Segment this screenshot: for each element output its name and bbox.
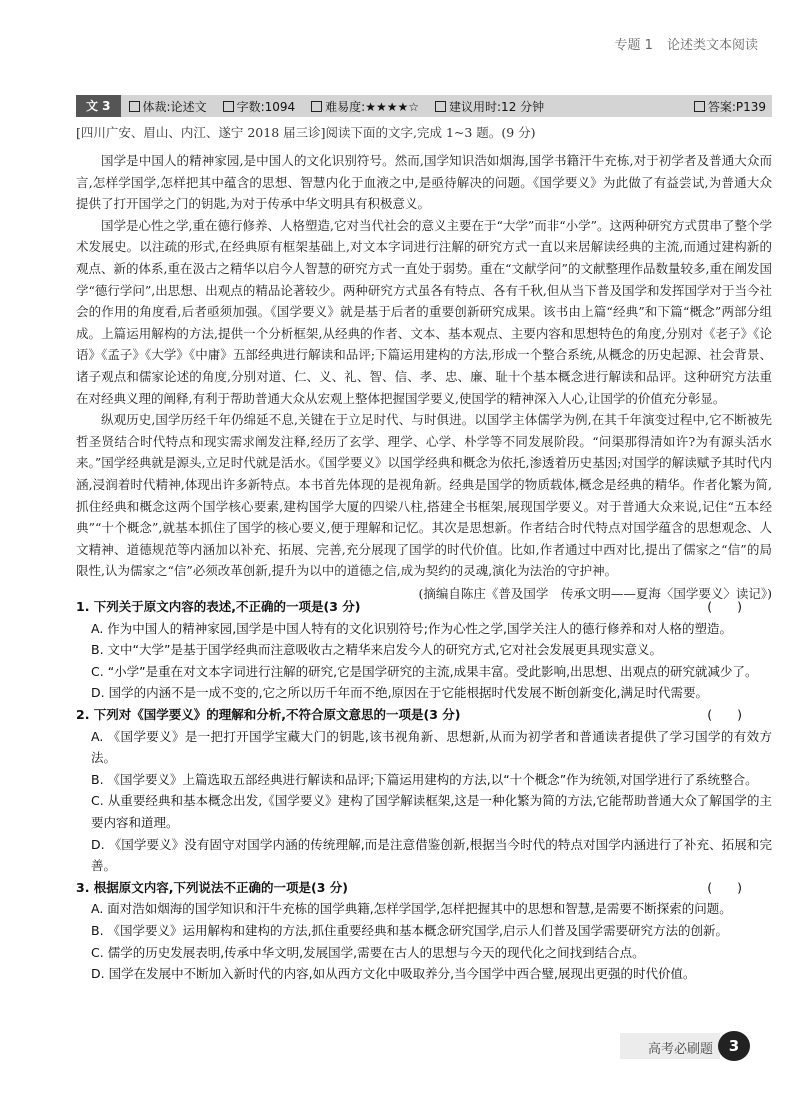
question-2	[76, 704, 772, 877]
answer-label: 答案:P139	[707, 99, 766, 114]
question-3	[76, 877, 772, 985]
option-a[interactable]: A. 作为中国人的精神家园,国学是中国人特有的文化识别符号;作为心性之学,国学关注人的德行修养和对人格的塑造。	[91, 620, 732, 636]
book-title: 高考必刷题	[648, 1042, 714, 1057]
time-label: 建议用时:12 分钟	[449, 99, 545, 114]
answer-icon	[694, 101, 705, 112]
section-title: 论述类文本阅读	[666, 38, 758, 53]
genre-item	[129, 98, 207, 115]
page-number: 3	[718, 1031, 750, 1061]
option-d[interactable]: D. 国学在发展中不断加入新时代的内容,如从西方文化中吸取养分,当今国学中西合璧,展现出更强的时代价值。	[91, 966, 696, 982]
passage-paragraph: 纵观历史,国学历经千年仍绵延不息,关键在于立足时代、与时俱进。以国学主体儒学为例,在其千年演变过程中,它不断被先哲圣贤结合时代特点和现实需求阐发注释,经历了玄学、理学、心学、朴学等不同发展阶段。“问渠那得清如许?为有源头活水来。”国学经典就是源头,立足时代就是活水。《国学要义》以国学经典和概念为依托,渗透着历史基因;对国学的解读赋予其时代内涵,浸润着时代精神,体现出许多新特点。本书首先体现的是视角新。经典是国学的物质载体,概念是经典的精华。作者化繁为简,抓住经典和概念这两个国学核心要素,建构国学大厦的四梁八柱,搭建全书框架,展现国学要义。对于普通大众来说,记住“五本经典”“十个概念”,就基本抓住了国学的核心要义,便于理解和记忆。其次是思想新。作者结合时代特点对国学蕴含的思想观念、人文精神、道德规范等内涵加以补充、拓展、完善,充分展现了国学的时代价值。比如,作者通过中西对比,提出了儒家之“信”的局限性,认为儒家之“信”必须改革创新,提升为以中的道德之信,成为契约的灵魂,演化为法治的守护神。	[76, 412, 772, 579]
question-stem: 3. 根据原文内容,下列说法不正确的一项是(3 分)	[76, 879, 349, 895]
option-a[interactable]: A. 面对浩如烟海的国学知识和汗牛充栋的国学典籍,怎样学国学,怎样把握其中的思想和智慧,是需要不断探索的问题。	[91, 901, 732, 917]
text-tag: 文 3	[76, 95, 121, 117]
info-bar	[76, 95, 772, 117]
answer-blank[interactable]: ( )	[707, 599, 742, 614]
words-icon	[223, 101, 234, 112]
answer-blank[interactable]: ( )	[707, 879, 742, 895]
genre-icon	[129, 101, 140, 112]
passage-paragraph: 国学是中国人的精神家园,是中国人的文化识别符号。然而,国学知识浩如烟海,国学书籍汗牛充栋,对于初学者及普通大众而言,怎样学国学,怎样把其中蕴含的思想、智慧内化于血液之中,是亟待解决的问题。《国学要义》为此做了有益尝试,为普通大众提供了打开国学之门的钥匙,为对于传承中华文明具有积极意义。	[76, 153, 772, 212]
unit-label: 专题 1	[614, 38, 653, 53]
passage-credit: (摘编自陈庄《普及国学 传承文明——夏海〈国学要义〉读记》)	[418, 585, 772, 601]
passage-paragraph: 国学是心性之学,重在德行修养、人格塑造,它对当代社会的意义主要在于“大学”而非“小学”。这两种研究方式贯串了整个学术发展史。以注疏的形式,在经典原有框架基础上,对文本字词进行注解的研究方式一直以来居解读经典的主流,而通过建构新的观点、新的体系,重在汲古之精华以启今人智慧的研究方式一直处于弱势。重在“文献学问”的文献整理作品数量较多,重在阐发国学“德行学问”,出思想、出观点的精品论著较少。两种研究方式虽各有特点、各有千秋,但从当下普及国学和发挥国学对于当今社会的作用的角度看,后者亟须加强。《国学要义》就是基于后者的重要创新研究成果。该书由上篇“经典”和下篇“概念”两部分组成。上篇运用解构的方法,提供一个分析框架,从经典的作者、文本、基本观点、主要内容和思想特色的角度,分别对《老子》《论语》《孟子》《大学》《中庸》五部经典进行解读和品评;下篇运用建构的方法,形成一个整合系统,从概念的历史起源、社会背景、诸子观点和儒家论述的角度,分别对道、仁、义、礼、智、信、孝、忠、廉、耻十个基本概念进行解读和品评。这种研究方法重在对经典义理的阐释,有利于帮助普通大众从宏观上整体把握国学要义,使国学的精神深入人心,让国学的价值充分彰显。	[76, 217, 773, 406]
question-1	[76, 596, 772, 704]
question-stem: 1. 下列关于原文内容的表述,不正确的一项是(3 分)	[76, 599, 361, 614]
option-b[interactable]: B. 《国学要义》上篇选取五部经典进行解读和品评;下篇运用建构的方法,以“十个概念”作为统领,对国学进行了系统整合。	[91, 771, 758, 787]
option-c[interactable]: C. 从重要经典和基本概念出发,《国学要义》建构了国学解读框架,这是一种化繁为简的方法,它能帮助普通大众了解国学的主要内容和道理。	[91, 793, 772, 830]
option-b[interactable]: B. 文中“大学”是基于国学经典而注意吸收古之精华来启发今人的研究方式,它对社会发展更具现实意义。	[91, 642, 662, 658]
answer-blank[interactable]: ( )	[707, 706, 742, 722]
difficulty-label: 难易度:★★★★☆	[325, 99, 420, 114]
difficulty-item	[311, 98, 419, 115]
genre-label: 体裁:论述文	[142, 99, 207, 114]
option-c[interactable]: C. 儒学的历史发展表明,传承中华文明,发展国学,需要在古人的思想与今天的现代化之间找到结合点。	[91, 944, 645, 960]
page-header	[604, 34, 758, 53]
difficulty-icon	[311, 101, 322, 112]
source-line: [四川广安、眉山、内江、遂宁 2018 届三诊]阅读下面的文字,完成 1~3 题。(9 分)	[76, 125, 536, 140]
page-footer	[620, 1031, 790, 1061]
words-label: 字数:1094	[236, 99, 296, 114]
question-stem: 2. 下列对《国学要义》的理解和分析,不符合原文意思的一项是(3 分)	[76, 706, 461, 722]
time-item	[435, 98, 544, 115]
passage	[76, 150, 772, 604]
words-item	[223, 98, 296, 115]
questions	[76, 596, 772, 985]
option-d[interactable]: D. 国学的内涵不是一成不变的,它之所以历千年而不绝,原因在于它能根据时代发展不断创新变化,满足时代需要。	[91, 685, 709, 701]
answer-item	[694, 98, 766, 115]
clock-icon	[435, 101, 446, 112]
option-d[interactable]: D. 《国学要义》没有固守对国学内涵的传统理解,而是注意借鉴创新,根据当今时代的特点对国学内涵进行了补充、拓展和完善。	[91, 836, 772, 874]
option-b[interactable]: B. 《国学要义》运用解构和建构的方法,抓住重要经典和基本概念研究国学,启示人们普及国学需要研究方法的创新。	[91, 922, 728, 938]
option-a[interactable]: A. 《国学要义》是一把打开国学宝藏大门的钥匙,该书视角新、思想新,从而为初学者和普通读者提供了学习国学的有效方法。	[91, 728, 772, 766]
option-c[interactable]: C. “小学”是重在对文本字词进行注解的研究,它是国学研究的主流,成果丰富。受此影响,出思想、出观点的研究就减少了。	[91, 663, 758, 679]
